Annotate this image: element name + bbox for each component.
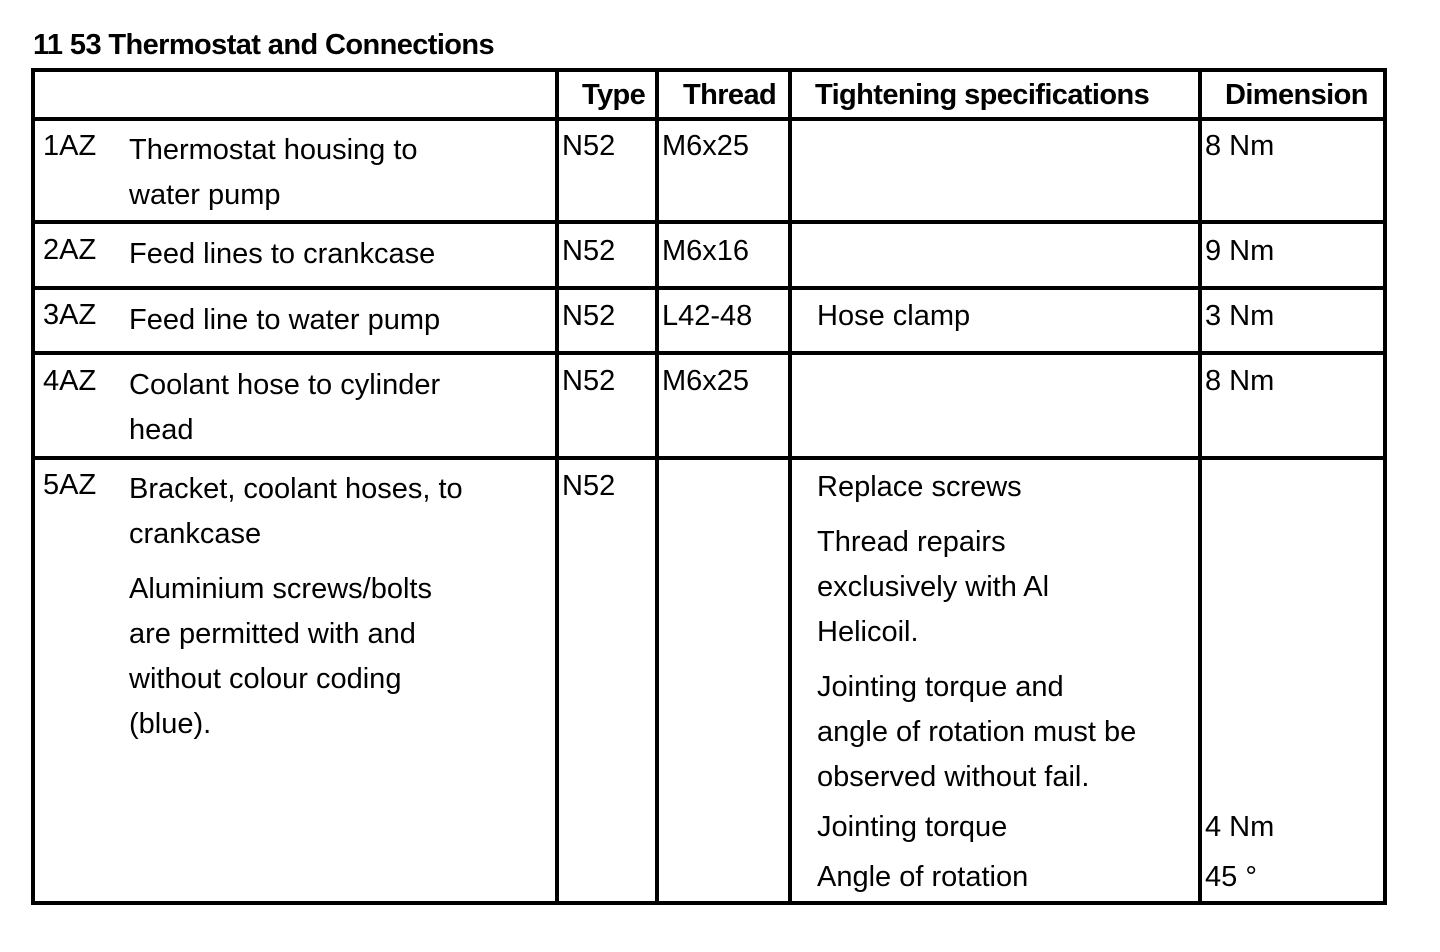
header-thread: Thread <box>683 79 777 111</box>
row-code: 2AZ <box>43 234 97 266</box>
row-divider <box>31 220 1387 224</box>
row-type: N52 <box>562 470 616 502</box>
note-line: Aluminium screws/bolts <box>129 573 432 605</box>
description-line: crankcase <box>129 518 262 550</box>
row-divider <box>31 351 1387 355</box>
jointing-torque-value: 4 Nm <box>1205 811 1275 843</box>
row-thread: M6x16 <box>662 235 750 267</box>
header-dimension: Dimension <box>1225 79 1368 111</box>
spec-jointing-torque: Jointing torque <box>817 811 1008 843</box>
row-code: 3AZ <box>43 299 97 331</box>
row-description <box>129 363 440 453</box>
row-type: N52 <box>562 130 616 162</box>
spec-line: Jointing torque and <box>817 671 1064 703</box>
row-dimension: 3 Nm <box>1205 300 1275 332</box>
description-line: head <box>129 414 194 446</box>
angle-value: 45 ° <box>1205 861 1257 893</box>
row-dimension: 8 Nm <box>1205 130 1275 162</box>
table-border-left <box>31 68 35 905</box>
row-code: 4AZ <box>43 365 97 397</box>
spec-line: Thread repairs <box>817 526 1006 558</box>
row-description: Feed lines to crankcase <box>129 238 436 270</box>
description-line: Bracket, coolant hoses, to <box>129 473 463 505</box>
description-line: Coolant hose to cylinder <box>129 369 441 401</box>
spec-angle-of-rotation: Angle of rotation <box>817 861 1029 893</box>
note-line: without colour coding <box>129 663 402 695</box>
column-divider <box>655 68 659 905</box>
spec-line: Helicoil. <box>817 616 919 648</box>
row-thread: M6x25 <box>662 130 750 162</box>
table-border-top <box>31 68 1387 72</box>
spec-line: angle of rotation must be <box>817 716 1137 748</box>
row-spec: Hose clamp <box>817 300 971 332</box>
row-type: N52 <box>562 365 616 397</box>
row-dimension: 8 Nm <box>1205 365 1275 397</box>
description-line: Thermostat housing to <box>129 134 418 166</box>
row-code: 5AZ <box>43 469 97 501</box>
table-border-right <box>1383 68 1387 905</box>
column-divider <box>788 68 792 905</box>
note-line: are permitted with and <box>129 618 416 650</box>
row-description: Feed line to water pump <box>129 304 441 336</box>
row-description <box>129 467 463 747</box>
description-line: water pump <box>129 179 281 211</box>
spec-thread-repairs <box>817 520 1049 655</box>
page-title: 11 53 Thermostat and Connections <box>33 29 495 61</box>
row-divider <box>31 456 1387 460</box>
note-line: (blue). <box>129 708 212 740</box>
row-note <box>129 567 463 747</box>
row-type: N52 <box>562 235 616 267</box>
spec-line: exclusively with Al <box>817 571 1050 603</box>
header-type: Type <box>582 79 646 111</box>
row-thread: M6x25 <box>662 365 750 397</box>
row-code: 1AZ <box>43 130 97 162</box>
row-description <box>129 128 418 218</box>
row-divider <box>31 286 1387 290</box>
column-divider <box>1198 68 1202 905</box>
spec-jointing-note <box>817 665 1136 800</box>
table-border-bottom <box>31 901 1387 905</box>
row-thread: L42-48 <box>662 300 753 332</box>
row-dimension: 9 Nm <box>1205 235 1275 267</box>
spec-line: observed without fail. <box>817 761 1090 793</box>
row-type: N52 <box>562 300 616 332</box>
column-divider <box>555 68 559 905</box>
spec-replace-screws: Replace screws <box>817 471 1022 503</box>
header-tightening-specifications: Tightening specifications <box>815 79 1150 111</box>
